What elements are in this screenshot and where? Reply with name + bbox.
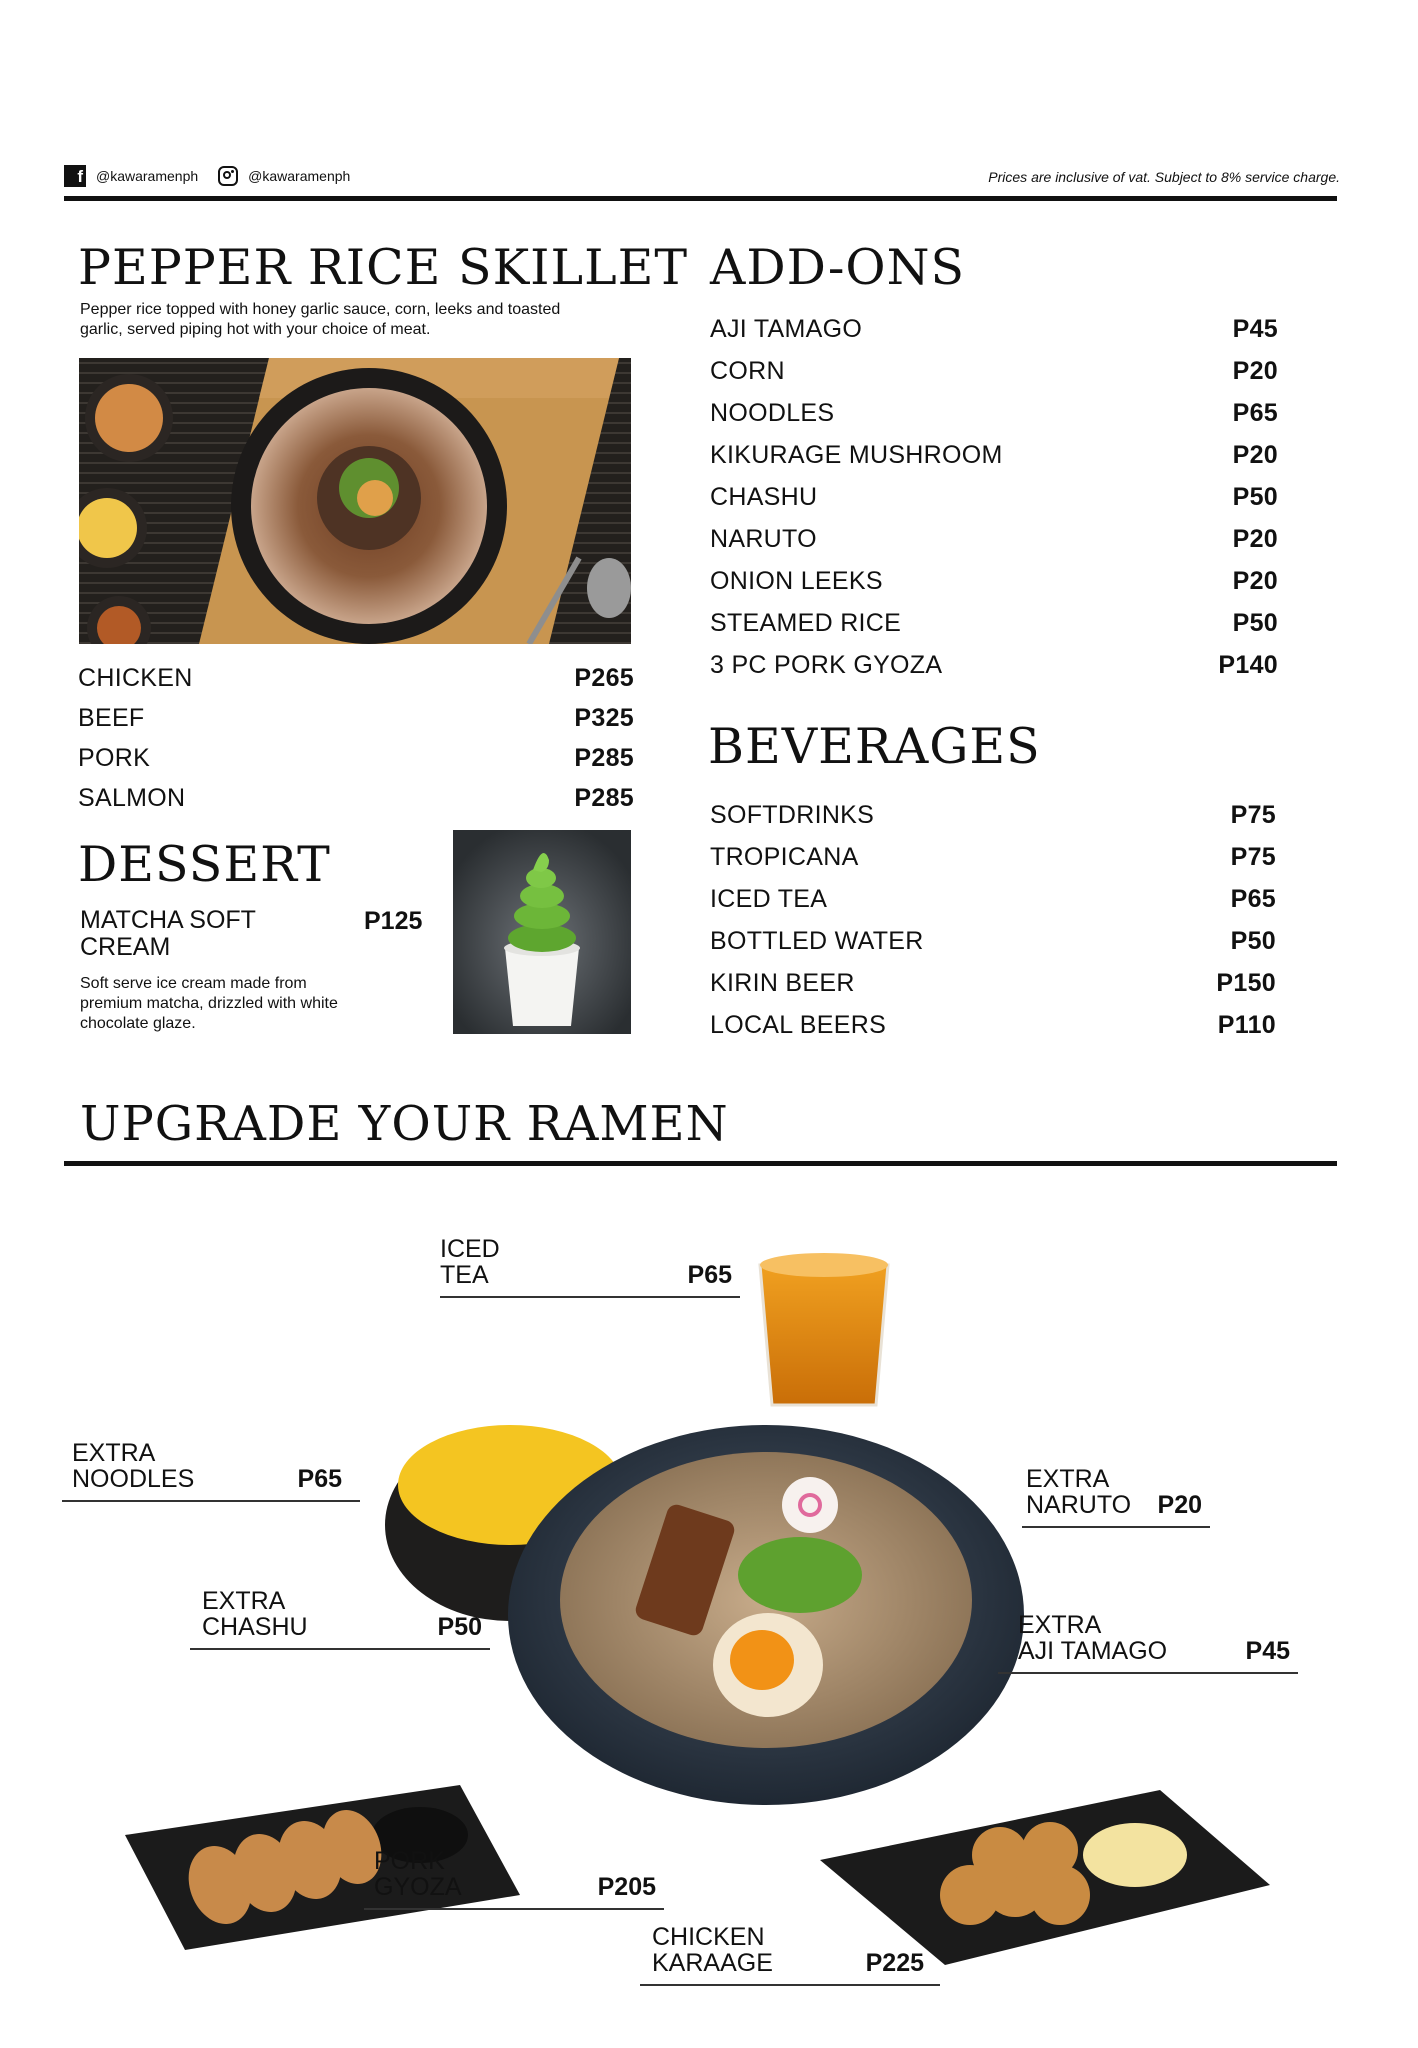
item-price: P20 (1232, 567, 1278, 595)
dessert-item-price: P125 (364, 907, 423, 935)
list-item[interactable] (710, 836, 1276, 878)
callout-extra-naruto[interactable] (1022, 1466, 1210, 1528)
item-price: P75 (1230, 843, 1276, 871)
list-item[interactable] (710, 392, 1278, 434)
item-price: P140 (1218, 651, 1278, 679)
instagram-icon (218, 166, 238, 186)
item-name: AJI TAMAGO (710, 315, 863, 343)
callout-pork-gyoza[interactable] (364, 1848, 664, 1910)
price-notice: Prices are inclusive of vat. Subject to 8% service charge. (988, 169, 1340, 185)
item-name: ICED TEA (710, 885, 828, 913)
item-name: KIRIN BEER (710, 969, 855, 997)
callout-chicken-karaage[interactable] (640, 1924, 940, 1986)
item-name: TROPICANA (710, 843, 859, 871)
item-name: LOCAL BEERS (710, 1011, 887, 1039)
instagram-handle[interactable]: @kawaramenph (248, 168, 351, 184)
list-item[interactable] (710, 644, 1278, 686)
item-name: SOFTDRINKS (710, 801, 875, 829)
callout-line2: NOODLES (72, 1465, 195, 1493)
callout-price: P225 (865, 1949, 924, 1977)
callout-price: P50 (437, 1613, 482, 1641)
item-price: P65 (1230, 885, 1276, 913)
matcha-soft-cream-photo (453, 830, 631, 1034)
item-price: P65 (1232, 399, 1278, 427)
item-price: P150 (1216, 969, 1276, 997)
item-price: P50 (1232, 483, 1278, 511)
callout-line2: NARUTO (1026, 1491, 1132, 1519)
item-name: CHICKEN (78, 664, 193, 692)
item-price: P20 (1232, 441, 1278, 469)
item-name: PORK (78, 744, 151, 772)
list-item[interactable] (710, 308, 1278, 350)
callout-line1: CHICKEN (652, 1923, 765, 1951)
item-price: P285 (574, 784, 634, 812)
list-item[interactable] (78, 658, 634, 698)
facebook-icon: f (64, 165, 86, 187)
item-price: P325 (574, 704, 634, 732)
callout-extra-chashu[interactable] (190, 1588, 490, 1650)
callout-line2: TEA (440, 1261, 489, 1289)
item-price: P20 (1232, 357, 1278, 385)
item-name: NOODLES (710, 399, 835, 427)
callout-line1: PORK (374, 1847, 445, 1875)
list-item[interactable] (78, 738, 634, 778)
item-price: P285 (574, 744, 634, 772)
callout-price: P20 (1157, 1491, 1202, 1519)
callout-price: P205 (597, 1873, 656, 1901)
item-name: SALMON (78, 784, 186, 812)
callout-extra-noodles[interactable] (62, 1440, 360, 1502)
item-price: P20 (1232, 525, 1278, 553)
top-divider (64, 196, 1337, 201)
add-ons-list (710, 308, 1278, 686)
list-item[interactable] (710, 794, 1276, 836)
callout-price: P45 (1245, 1637, 1290, 1665)
callout-line1: EXTRA (1026, 1465, 1110, 1493)
add-ons-title: ADD-ONS (710, 239, 966, 296)
item-price: P45 (1232, 315, 1278, 343)
item-name: STEAMED RICE (710, 609, 902, 637)
list-item[interactable] (710, 878, 1276, 920)
list-item[interactable] (710, 560, 1278, 602)
callout-price: P65 (297, 1465, 342, 1493)
item-name: BOTTLED WATER (710, 927, 924, 955)
callout-line2: CHASHU (202, 1613, 308, 1641)
item-price: P75 (1230, 801, 1276, 829)
item-name: ONION LEEKS (710, 567, 883, 595)
callout-line1: EXTRA (202, 1587, 286, 1615)
list-item[interactable] (710, 1004, 1276, 1046)
dessert-title: DESSERT (78, 836, 331, 893)
item-name: KIKURAGE MUSHROOM (710, 441, 1003, 469)
list-item[interactable] (710, 434, 1278, 476)
item-name: BEEF (78, 704, 145, 732)
callout-line2: GYOZA (374, 1873, 462, 1901)
list-item[interactable] (710, 350, 1278, 392)
item-name: 3 PC PORK GYOZA (710, 651, 943, 679)
list-item[interactable] (710, 962, 1276, 1004)
upgrade-your-ramen-title: UPGRADE YOUR RAMEN (80, 1096, 729, 1152)
item-price: P50 (1232, 609, 1278, 637)
item-name: CORN (710, 357, 785, 385)
item-name: NARUTO (710, 525, 817, 553)
callout-line2: AJI TAMAGO (1018, 1637, 1168, 1665)
dessert-item-name[interactable]: MATCHA SOFT CREAM (80, 906, 256, 961)
list-item[interactable] (78, 698, 634, 738)
item-name: CHASHU (710, 483, 818, 511)
dessert-description: Soft serve ice cream made from premium matcha, drizzled with white chocolate glaze. (80, 975, 338, 1032)
facebook-handle[interactable]: @kawaramenph (96, 168, 199, 184)
callout-price: P65 (687, 1261, 732, 1289)
pepper-rice-skillet-list (78, 658, 634, 818)
list-item[interactable] (710, 920, 1276, 962)
callout-extra-aji-tamago[interactable] (998, 1612, 1298, 1674)
callout-line1: EXTRA (1018, 1611, 1102, 1639)
list-item[interactable] (710, 476, 1278, 518)
upgrade-divider (64, 1161, 1337, 1166)
beverages-list (710, 794, 1276, 1046)
pepper-rice-skillet-description: Pepper rice topped with honey garlic sauce, corn, leeks and toasted garlic, served piping hot with your choice of meat. (80, 301, 561, 338)
callout-line1: EXTRA (72, 1439, 156, 1467)
list-item[interactable] (710, 602, 1278, 644)
pepper-rice-skillet-title: PEPPER RICE SKILLET (78, 239, 689, 296)
social-handles (64, 165, 350, 187)
list-item[interactable] (710, 518, 1278, 560)
list-item[interactable] (78, 778, 634, 818)
item-price: P50 (1230, 927, 1276, 955)
callout-line1: ICED (440, 1235, 500, 1263)
callout-iced-tea[interactable] (440, 1236, 740, 1298)
beverages-title: BEVERAGES (708, 718, 1041, 775)
item-price: P110 (1217, 1011, 1276, 1039)
pepper-rice-skillet-photo (79, 358, 631, 644)
item-price: P265 (574, 664, 634, 692)
callout-line2: KARAAGE (652, 1949, 773, 1977)
